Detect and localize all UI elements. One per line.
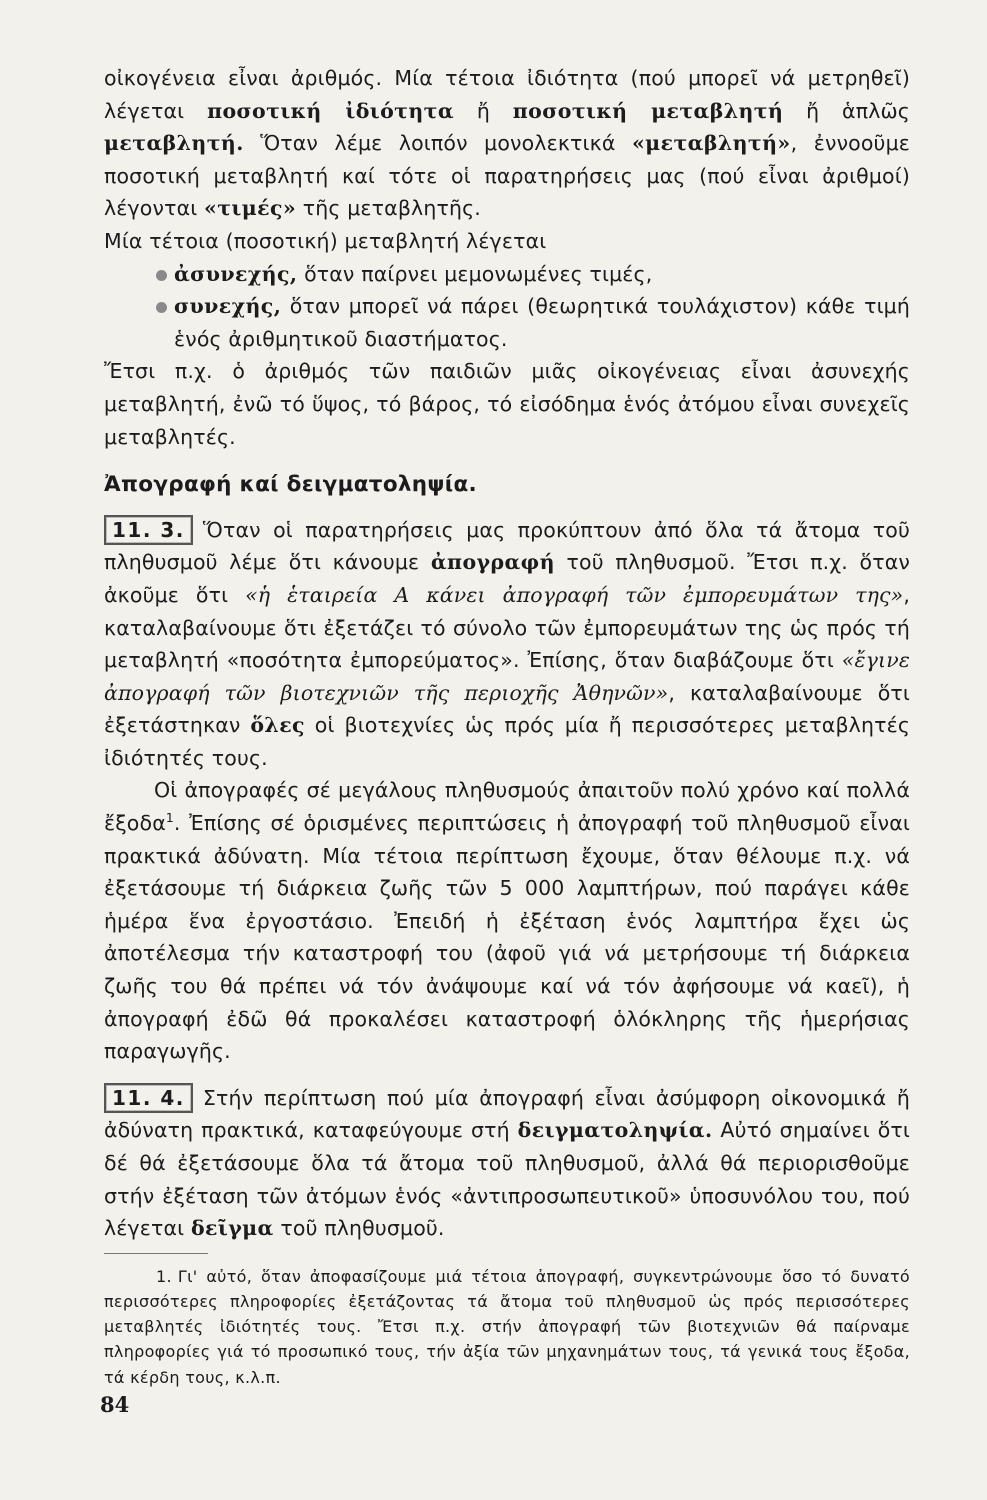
list-item-text: ὅταν μπορεῖ νά πάρει (θεωρητικά τουλάχιστον) κάθε τιμή ἑνός ἀριθμητικοῦ διαστήματος. xyxy=(174,294,910,351)
text-run: . Ἐπίσης σέ ὁρισμένες περιπτώσεις ἡ ἀπογραφή τοῦ πληθυσμοῦ εἶναι πρακτικά ἀδύνατη. Μία τέτοια περίπτωση ἔχουμε, ὅταν θέλουμε π.χ. νά ἐξετάσουμε τή διάρκεια ζωῆς τῶν 5 000 λαμπτήρων, πού παράγει κάθε ἡμέρα ἕνα ἐργοστάσιο. Ἐπειδή ἡ ἐξέταση ἑνός λαμπτήρα ἔχει ὡς ἀποτέλεσμα τήν καταστροφή του (ἀφοῦ γιά νά μετρήσουμε τή διάρκεια ζωῆς του θά πρέπει νά τόν ἀνάψουμε καί νά τόν ἀφήσουμε νά καεῖ), ἡ ἀπογραφή ἐδῶ θά προκαλέσει καταστροφή ὁλόκληρης τῆς ἡμερήσιας παραγωγῆς. xyxy=(104,811,910,1064)
quote-census-athens: «ἔγινε ἀπογραφή τῶν βιοτεχνιῶν τῆς περιοχῆς Ἀθηνῶν» xyxy=(104,648,910,705)
term-variable: μεταβλητή. xyxy=(104,131,244,156)
page-content xyxy=(104,62,910,1390)
footnote-divider xyxy=(104,1253,208,1254)
bullet-icon xyxy=(156,270,167,281)
text-run: τῆς μεταβλητῆς. xyxy=(296,196,481,221)
page-number: 84 xyxy=(100,1392,130,1417)
text-run: Στήν περίπτωση πού μία ἀπογραφή εἶναι ἀσύμφορη οἰκονομικά ἤ ἀδύνατη πρακτικά, καταφεύγουμε στή xyxy=(104,1085,910,1143)
spacer xyxy=(104,453,910,467)
text-run: τοῦ πληθυσμοῦ. xyxy=(273,1216,445,1241)
term-quantitative-property: ποσοτική ἰδιότητα xyxy=(207,98,455,123)
footnote-body: Γι' αὐτό, ὅταν ἀποφασίζουμε μιά τέτοια ἀπογραφή, συγκεντρώνουμε ὅσο τό δυνατό περισσότερες πληροφορίες ἐξετάζοντας τά ἄτομα τοῦ πληθυσμοῦ ὡς πρός περισσότερες μεταβλητές ἰδιότητές τους. Ἔτσι π.χ. στήν ἀπογραφή τῶν βιοτεχνιῶν θά παίρναμε πληροφορίες γιά τό προσωπικό τους, τήν ἀξία τῶν μηχανημάτων τους, τά γενικά τους ἔξοδα, τά κέρδη τους, κ.λ.π. xyxy=(104,1266,910,1387)
footnote xyxy=(104,1264,910,1390)
section-11-4-paragraph xyxy=(104,1082,910,1245)
term-sampling: δειγματοληψία. xyxy=(517,1118,713,1143)
text-run: Ὅταν οἱ παρατηρήσεις μας προκύπτουν ἀπό ὅλα τά ἄτομα τοῦ πληθυσμοῦ λέμε ὅτι κάνουμε xyxy=(104,517,910,575)
text-run: τοῦ πληθυσμοῦ. Ἔτσι π.χ. ὅταν ἀκοῦμε ὅτι xyxy=(104,550,910,607)
bullet-icon xyxy=(156,302,167,313)
text-run: Οἱ ἀπογραφές σέ μεγάλους πληθυσμούς ἀπαιτοῦν πολύ χρόνο καί πολλά ἔξοδα xyxy=(104,778,910,836)
text-run: οἱ βιοτεχνίες ὡς πρός μία ἤ περισσότερες μεταβλητές ἰδιότητές τους. xyxy=(104,713,910,770)
term-all: ὅλες xyxy=(250,713,305,738)
footnote-number: 1. xyxy=(156,1266,172,1286)
term-discrete: ἀσυνεχής, xyxy=(174,261,298,286)
section-heading: Ἀπογραφή καί δειγματοληψία. xyxy=(104,472,477,498)
term-variable-quoted: «μεταβλητή» xyxy=(631,131,791,156)
variable-definition-lead: Μία τέτοια (ποσοτική) μεταβλητή λέγεται xyxy=(104,228,547,253)
spacer xyxy=(104,1068,910,1082)
text-run: , καταλαβαίνουμε ὅτι ἐξετάστηκαν xyxy=(104,680,911,738)
text-run: Αὐτό σημαίνει ὅτι δέ θά ἐξετάσουμε ὅλα τά ἄτομα τοῦ πληθυσμοῦ, ἀλλά θά περιορισθοῦμε στήν ἐξέταση τῶν ἀτόμων ἑνός «ἀντιπροσωπευτικοῦ» ὑποσυνόλου του, πού λέγεται xyxy=(104,1118,910,1241)
text-run: οἰκογένεια εἶναι ἀριθμός. Μία τέτοια ἰδιότητα (πού μπορεῖ νά μετρηθεῖ) λέγεται xyxy=(104,66,910,123)
example-paragraph: Ἔτσι π.χ. ὁ ἀριθμός τῶν παιδιῶν μιᾶς οἰκογένειας εἶναι ἀσυνεχής μεταβλητή, ἐνῶ τό ὕψος, τό βάρος, τό εἰσόδημα ἑνός ἀτόμου εἶναι συνεχεῖς μεταβλητές. xyxy=(104,359,910,449)
footnote-text xyxy=(104,1264,910,1390)
section-number-11-4: 11. 4. xyxy=(104,1083,193,1113)
footnote-reference: 1 xyxy=(165,811,174,826)
text-run: , ἐννοοῦμε ποσοτική μεταβλητή καί τότε οἱ παρατηρήσεις μας (πού εἶναι ἀριθμοί) λέγονται xyxy=(104,131,910,221)
quote-inventory: «ἡ ἑταιρεία Α κάνει ἀπογραφή τῶν ἐμπορευμάτων της» xyxy=(245,582,904,607)
intro-paragraph xyxy=(104,62,910,225)
variable-types-list xyxy=(104,258,910,356)
list-item-continuous xyxy=(104,290,910,355)
text-run: ἤ ἁπλῶς xyxy=(783,98,910,123)
section-number-11-3: 11. 3. xyxy=(104,515,193,545)
section-11-3-paragraph xyxy=(104,514,910,775)
term-sample: δεῖγμα xyxy=(190,1216,274,1241)
term-quantitative-variable: ποσοτική μεταβλητή xyxy=(512,98,784,123)
term-continuous: συνεχής, xyxy=(174,294,282,319)
census-cost-paragraph xyxy=(104,774,910,1067)
text-run: Ὅταν λέμε λοιπόν μονολεκτικά xyxy=(243,131,632,156)
text-run: , καταλαβαίνουμε ὅτι ἐξετάζει τό σύνολο τῶν ἐμπορευμάτων της ὡς πρός τή μεταβλητή «ποσότητα ἐμπορεύματος». Ἐπίσης, ὅταν διαβάζουμε ὅτι xyxy=(104,582,910,673)
list-item-text: ὅταν παίρνει μεμονωμένες τιμές, xyxy=(297,261,653,286)
term-census: ἀπογραφή xyxy=(430,550,555,575)
text-run: ἤ xyxy=(454,98,513,123)
term-values: «τιμές» xyxy=(204,196,297,221)
list-item-discrete xyxy=(104,258,910,291)
